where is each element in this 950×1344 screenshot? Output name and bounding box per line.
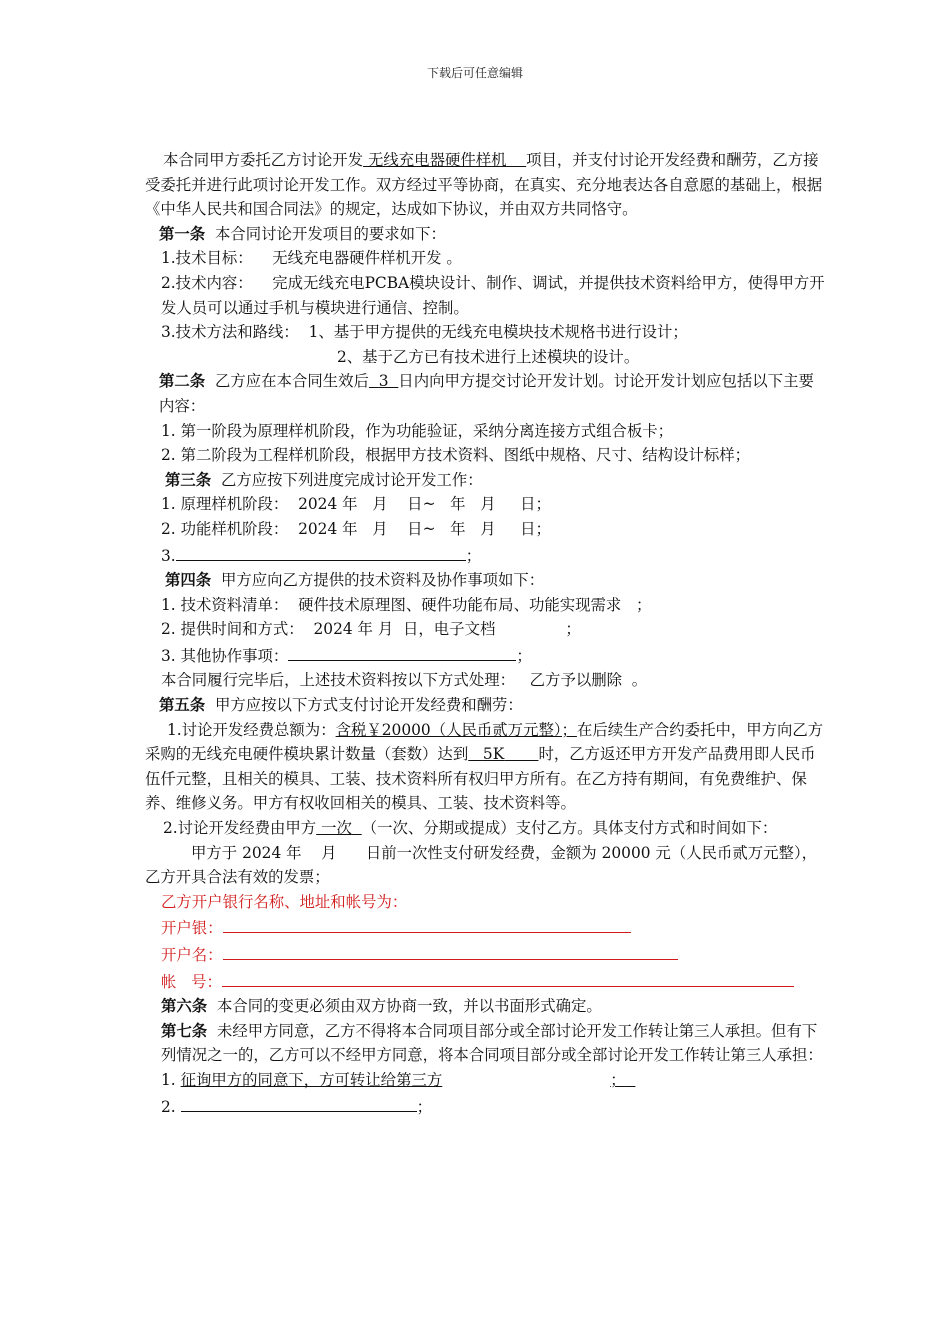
contract-body	[145, 148, 825, 1119]
quantity-value: 5K	[482, 745, 505, 764]
article-2-item-2: 2. 第二阶段为工程样机阶段，根据甲方技术资料、图纸中规格、尺寸、结构设计标样；	[161, 446, 751, 465]
article-1-heading	[145, 222, 825, 247]
article-7-item-2: 2. ；	[145, 1093, 825, 1120]
article-5-para-2: 2.讨论开发经费由甲方 一次 （一次、分期或提成）支付乙方。具体支付方式和时间如下：	[163, 819, 778, 838]
bank-info-section	[145, 890, 825, 994]
bank-name-field[interactable]	[223, 914, 631, 933]
intro-text: 本合同甲方委托乙方讨论开发	[163, 151, 364, 169]
article-5-heading: 第五条 甲方应按以下方式支付讨论开发经费和酬劳：	[159, 696, 523, 715]
fill-in-blank[interactable]	[181, 1093, 417, 1112]
article-1-item-1: 1.技术目标： 无线充电器硬件样机开发 。	[161, 249, 462, 268]
article-title: 第七条	[161, 1021, 208, 1040]
article-3-item-1: 1. 原理样机阶段： 2024 年 月 日~ 年 月 日；	[161, 495, 551, 514]
article-5-para-1: 1.讨论开发经费总额为：含税￥20000（人民币贰万元整）；在后续生产合约委托中，甲方向乙方采购的无线充电硬件模块累计数量（套数）达到 5K 时，乙方返还甲方开发产品费用即人民币伍仟元整，且相关的模具、工装、技术资料所有权归甲方所有。在乙方持有期间，有免费维护、保养、维修义务。甲方有权收回相关的模具、工装、技术资料等。	[145, 720, 824, 813]
article-4-item-2: 2. 提供时间和方式： 2024 年 月 日，电子文档 ；	[161, 620, 581, 639]
account-number-field[interactable]	[222, 968, 794, 987]
days-value: 3	[378, 372, 389, 391]
article-2-item-1: 1. 第一阶段为原理样机阶段，作为功能验证，采纳分离连接方式组合板卡；	[161, 421, 674, 440]
article-1-item-3: 3.技术方法和路线： 1、基于甲方提供的无线充电模块技术规格书进行设计；	[161, 323, 688, 342]
article-3-item-3: 3. ；	[145, 542, 825, 569]
article-7-item-1: 1. 征询甲方的同意下，方可转让给第三方 ；	[145, 1068, 825, 1093]
article-5-para-3: 甲方于 2024 年 月 日前一次性支付研发经费，金额为 20000 元（人民币贰万元整），乙方开具合法有效的发票；	[145, 843, 818, 887]
project-name: 无线充电器硬件样机	[368, 151, 507, 169]
article-title: 第二条	[159, 372, 206, 391]
header-note: 下载后可任意编辑	[426, 66, 523, 80]
article-text: 本合同讨论开发项目的要求如下：	[214, 224, 446, 243]
fill-in-blank[interactable]	[176, 542, 466, 561]
article-1-item-2: 2.技术内容： 完成无线充电PCBA模块设计、制作、调试，并提供技术资料给甲方，使得甲方开发人员可以通过手机与模块进行通信、控制。	[161, 273, 825, 317]
article-2-paragraph: 第二条 乙方应在本合同生效后 3 日内向甲方提交讨论开发计划。讨论开发计划应包括以下主要内容：	[159, 372, 814, 415]
article-1-item-3-cont: 2、基于乙方已有技术进行上述模块的设计。	[337, 347, 640, 366]
article-title: 第五条	[159, 696, 206, 715]
article-7-item-1-value: 征询甲方的同意下，方可转让给第三方 ；	[180, 1070, 626, 1089]
intro-text-cont: 项目，并支付讨论开发经费和酬劳，乙方接受委托并进行此项讨论开发工作。双方经过平等协商，在真实、充分地表达各自意愿的基础上，根据《中华人民共和国合同法》的规定，达成如下协议，并由双方共同恪守。	[145, 151, 823, 219]
article-title: 第一条	[159, 224, 206, 243]
account-name-row: 开户名：	[145, 941, 825, 968]
fill-in-blank[interactable]	[288, 642, 516, 661]
article-4-item-1: 1. 技术资料清单： 硬件技术原理图、硬件功能布局、功能实现需求 ；	[161, 595, 652, 614]
article-4-after: 本合同履行完毕后，上述技术资料按以下方式处理： 乙方予以删除 。	[161, 671, 648, 690]
article-3-heading: 第三条 乙方应按下列进度完成讨论开发工作：	[165, 470, 483, 489]
article-4-item-3: 3. 其他协作事项： ；	[145, 642, 825, 669]
article-6-paragraph: 第六条 本合同的变更必须由双方协商一致，并以书面形式确定。	[161, 997, 602, 1016]
account-name-field[interactable]	[223, 941, 678, 960]
article-3-item-2: 2. 功能样机阶段： 2024 年 月 日~ 年 月 日；	[161, 519, 551, 538]
bank-info-title: 乙方开户银行名称、地址和帐号为：	[161, 892, 408, 911]
account-number-row: 帐 号：	[145, 968, 825, 995]
amount-value: 含税￥20000（人民币贰万元整）；	[335, 720, 577, 739]
article-title: 第六条	[161, 997, 208, 1016]
payment-mode: 一次	[321, 819, 352, 838]
article-title: 第三条	[165, 470, 212, 489]
article-7-paragraph: 第七条 未经甲方同意，乙方不得将本合同项目部分或全部讨论开发工作转让第三人承担。但有下列情况之一的，乙方可以不经甲方同意，将本合同项目部分或全部讨论开发工作转让第三人承担：	[161, 1021, 823, 1065]
intro-paragraph	[145, 148, 825, 222]
article-title: 第四条	[165, 571, 212, 590]
bank-name-row: 开户银：	[145, 914, 825, 941]
article-4-heading: 第四条 甲方应向乙方提供的技术资料及协作事项如下：	[165, 571, 545, 590]
